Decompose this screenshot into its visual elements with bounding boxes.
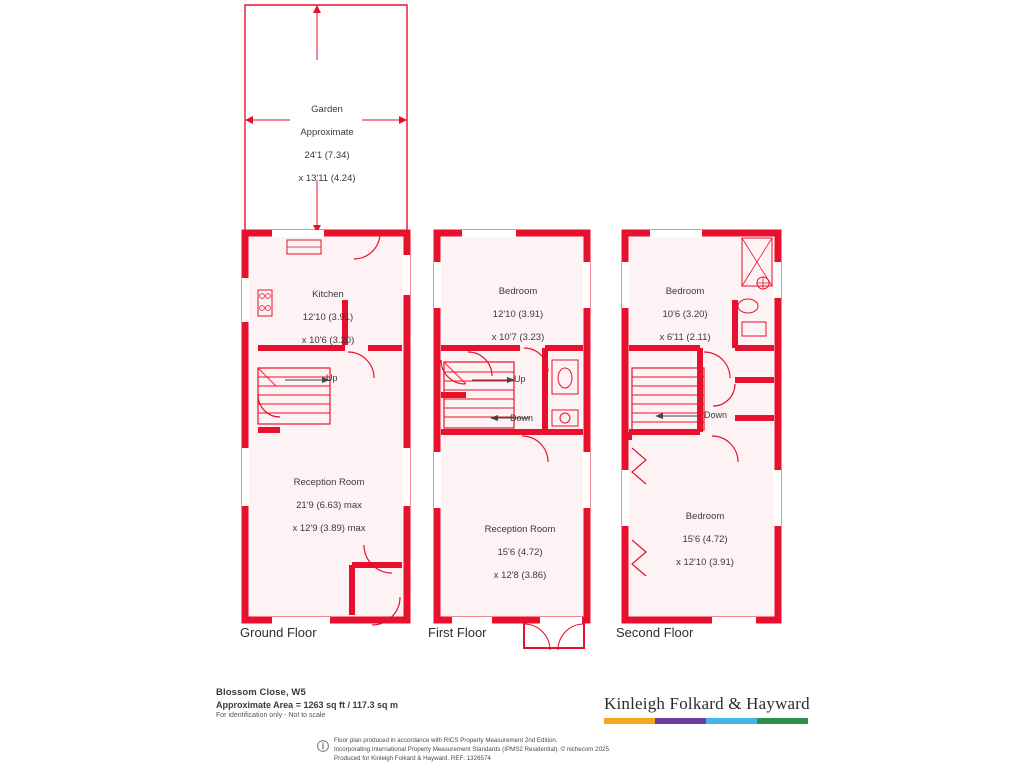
identification-note: For identification only - Not to scale [216, 712, 326, 719]
second-bedroom-small-name: Bedroom [665, 285, 705, 297]
brand-bar-1 [604, 718, 655, 724]
first-bedroom-dim1: 12'10 (3.91) [492, 308, 544, 320]
ground-reception-label [258, 465, 400, 546]
footer-property-info [216, 687, 398, 719]
ground-stairs-up-label: Up [326, 373, 338, 383]
first-bedroom-label [455, 274, 581, 355]
ground-floor-title: Ground Floor [240, 625, 317, 640]
legal-line-2 [334, 746, 611, 755]
agency-brand [604, 694, 810, 724]
kitchen-label [264, 277, 392, 358]
legal-line-2a: Incorporating International Property Measurement Standards (IPMS2 Residential). [334, 745, 559, 753]
second-floor-title: Second Floor [616, 625, 694, 640]
second-bedroom-large-name: Bedroom [685, 510, 725, 522]
garden-label [262, 92, 392, 196]
legal-copyright: © nichecom 2025. [560, 745, 611, 753]
first-reception-label [455, 512, 585, 593]
first-floor-title: First Floor [428, 625, 487, 640]
second-bedroom-small-label [630, 274, 740, 355]
ground-reception-dim1: 21'9 (6.63) max [296, 499, 362, 511]
brand-bar-2 [655, 718, 706, 724]
second-bedroom-large-label [645, 499, 765, 580]
first-bedroom-dim2: x 10'7 (3.23) [491, 331, 545, 343]
agency-name: Kinleigh Folkard & Hayward [604, 694, 810, 713]
brand-color-bars [604, 718, 808, 724]
property-address: Blossom Close, W5 [216, 687, 306, 698]
garden-sub: Approximate [300, 126, 354, 138]
first-stairs-up-label: Up [514, 374, 526, 384]
kitchen-dim1: 12'10 (3.91) [302, 311, 354, 323]
legal-disclaimer [334, 737, 611, 763]
first-reception-dim1: 15'6 (4.72) [497, 546, 543, 558]
second-bedroom-large-dim1: 15'6 (4.72) [682, 533, 728, 545]
brand-bar-4 [757, 718, 808, 724]
garden-name: Garden [311, 103, 343, 115]
first-reception-name: Reception Room [484, 523, 556, 535]
ground-reception-dim2: x 12'9 (3.89) max [292, 522, 366, 534]
brand-bar-3 [706, 718, 757, 724]
second-bedroom-small-dim2: x 6'11 (2.11) [659, 331, 711, 343]
kitchen-name: Kitchen [312, 288, 344, 300]
first-bedroom-name: Bedroom [498, 285, 538, 297]
kitchen-dim2: x 10'6 (3.20) [301, 334, 355, 346]
first-reception-dim2: x 12'8 (3.86) [493, 569, 547, 581]
second-stairs-down-label: Down [704, 410, 728, 420]
property-area: Approximate Area = 1263 sq ft / 117.3 sq m [216, 700, 398, 710]
ground-reception-name: Reception Room [293, 476, 365, 488]
garden-dim2: x 13'11 (4.24) [298, 173, 356, 185]
first-stairs-down-label: Down [510, 413, 534, 423]
second-bedroom-small-dim1: 10'6 (3.20) [662, 308, 708, 320]
garden-dim1: 24'1 (7.34) [304, 149, 350, 161]
rics-icon [316, 739, 330, 755]
legal-line-1: Floor plan produced in accordance with RICS Property Measurement 2nd Edition. [334, 737, 558, 744]
legal-line-4: Produced for Kinleigh Folkard & Hayward. REF: 1326574 [334, 754, 491, 762]
second-bedroom-large-dim2: x 12'10 (3.91) [676, 556, 734, 568]
